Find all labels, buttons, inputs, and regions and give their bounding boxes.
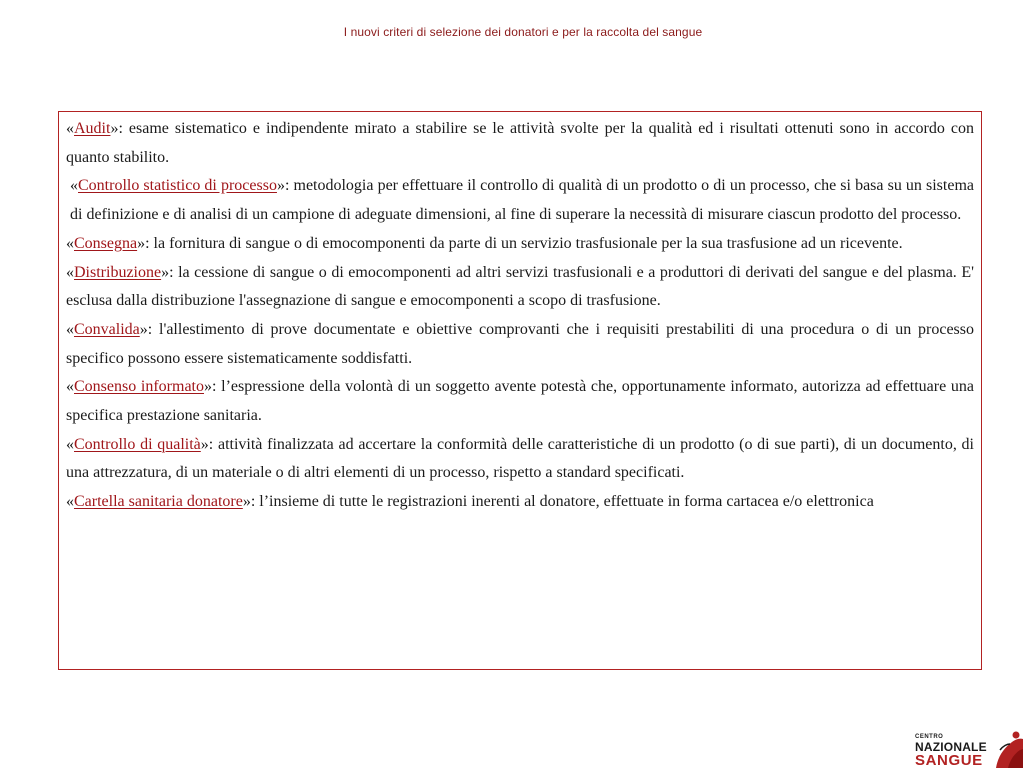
logo-line-nazionale: NAZIONALE [915,740,987,754]
glossary-term: Controllo di qualità [74,435,201,453]
glossary-entry-consegna: «Consegna»: la fornitura di sangue o di emocomponenti da parte di un servizio trasfusionale per la sua trasfusione ad un ricevente. [66,234,903,252]
glossary-definition: : l’espressione della volontà di un soggetto avente potestà che, opportunamente informato, autorizza ad effettuare una specifica prestazione sanitaria. [66,378,974,425]
glossary-definition: : esame sistematico e indipendente mirato a stabilire se le attività svolte per la qualità ed i risultati ottenuti sono in accordo con quanto stabilito. [66,120,974,166]
glossary-entry-consenso-informato: «Consenso informato»: l’espressione della volontà di un soggetto avente potestà che, opportunamente informato, autorizza ad effettuare una specifica prestazione sanitaria. [66,378,974,425]
glossary-definition: : metodologia per effettuare il controllo di qualità di un prodotto o di un processo, che si basa su un sistema di definizione e di analisi di un campione di adeguate dimensioni, al fine di superare la necessità di misurare ciascun prodotto del processo. [70,177,975,224]
logo-line-sangue: SANGUE [915,752,983,769]
glossary-box [58,111,982,670]
glossary-entry-audit: «Audit»: esame sistematico e indipendente mirato a stabilire se le attività svolte per la qualità ed i risultati ottenuti sono in accordo con quanto stabilito. [66,120,974,166]
glossary-definition: : la fornitura di sangue o di emocomponenti da parte di un servizio trasfusionale per la sua trasfusione ad un ricevente. [145,234,903,252]
logo-line-centro: CENTRO [915,734,944,740]
glossary-definition: : attività finalizzata ad accertare la conformità delle caratteristiche di un prodotto (o di sue parti), di un documento, di una attrezzatura, di un materiale o di altri elementi di un processo, rispetto a standard specificati. [66,435,974,482]
blood-drop-figure-icon [990,730,1024,768]
page-title: I nuovi criteri di selezione dei donatori e per la raccolta del sangue [343,25,703,39]
glossary-term: Cartella sanitaria donatore [74,493,243,511]
glossary-term: Convalida [74,320,140,338]
centro-nazionale-sangue-logo [912,730,1024,768]
glossary-term: Audit [74,120,111,137]
glossary-term: Controllo statistico di processo [78,177,277,195]
glossary-entry-distribuzione: «Distribuzione»: la cessione di sangue o di emocomponenti ad altri servizi trasfusionali e a produttori di derivati del sangue e del plasma. E' esclusa dalla distribuzione l'assegnazione di sangue e emocomponenti a scopo di trasfusione. [66,263,974,310]
glossary-entry-cartella-sanitaria: «Cartella sanitaria donatore»: l’insieme di tutte le registrazioni inerenti al donatore, effettuate in forma cartacea e/o elettronica [66,493,874,511]
glossary-entry-controllo-statistico: «Controllo statistico di processo»: metodologia per effettuare il controllo di qualità di un prodotto o di un processo, che si basa su un sistema di definizione e di analisi di un campione di adeguate dimensioni, al fine di superare la necessità di misurare ciascun prodotto del processo. [70,177,975,224]
glossary-definition: : l'allestimento di prove documentate e obiettive comprovanti che i requisiti prestabiliti di una procedura o di un processo specifico possono essere sistematicamente soddisfatti. [66,320,974,367]
glossary-term: Consegna [74,234,138,252]
glossary-term: Consenso informato [74,378,204,396]
glossary-entry-controllo-qualita: «Controllo di qualità»: attività finalizzata ad accertare la conformità delle caratteristiche di un prodotto (o di sue parti), di un documento, di una attrezzatura, di un materiale o di altri elementi di un processo, rispetto a standard specificati. [66,435,974,482]
glossary-definition: : la cessione di sangue o di emocomponenti ad altri servizi trasfusionali e a produttori di derivati del sangue e del plasma. E' esclusa dalla distribuzione l'assegnazione di sangue e emocomponenti a scopo di trasfusione. [66,263,974,310]
logo-text [915,730,987,768]
glossary-definition: : l’insieme di tutte le registrazioni inerenti al donatore, effettuate in forma cartacea e/o elettronica [250,493,874,511]
glossary-term: Distribuzione [74,263,162,281]
glossary-entry-convalida: «Convalida»: l'allestimento di prove documentate e obiettive comprovanti che i requisiti prestabiliti di una procedura o di un processo specifico possono essere sistematicamente soddisfatti. [66,320,974,367]
